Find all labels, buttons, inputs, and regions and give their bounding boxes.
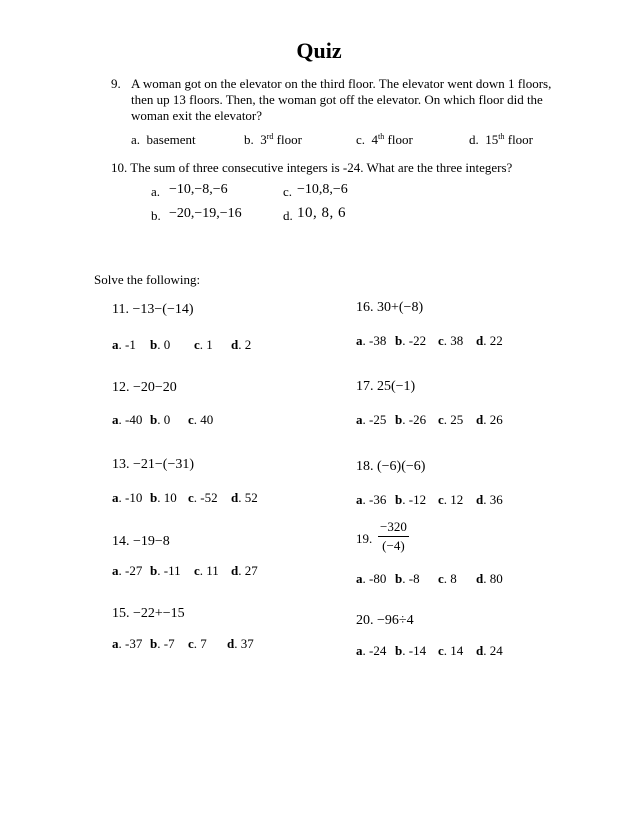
choice-b[interactable]: b. -14: [395, 643, 427, 658]
denominator: (−4): [382, 538, 405, 553]
problem-expression: 17. 25(−1): [356, 379, 416, 394]
fraction: [378, 519, 409, 554]
problem-expression: 20. −96÷4: [356, 613, 414, 628]
choice-a[interactable]: a. -40: [112, 412, 143, 427]
page-title: Quiz: [296, 38, 342, 63]
choice-c[interactable]: c. 7: [188, 636, 207, 651]
choice-c[interactable]: c. 14: [438, 643, 464, 658]
choice-c[interactable]: c. 1: [194, 337, 213, 352]
choice-b[interactable]: b. -11: [150, 563, 181, 578]
choice-b[interactable]: b. 0: [150, 337, 171, 352]
choice-b[interactable]: b. -26: [395, 412, 427, 427]
section-heading: Solve the following:: [94, 272, 201, 287]
choice-d[interactable]: d. 22: [476, 333, 503, 348]
choice-c[interactable]: c. 40: [188, 412, 214, 427]
choice-a[interactable]: a. -1: [112, 337, 136, 352]
choice-b-value[interactable]: −20,−19,−16: [169, 206, 242, 221]
choice-b[interactable]: b. -8: [395, 571, 420, 586]
choice-c-value[interactable]: −10,8,−6: [297, 182, 348, 197]
problem-label: 19.: [356, 531, 373, 546]
choice-d-value[interactable]: 10, 8, 6: [297, 205, 346, 221]
problem-expression: 16. 30+(−8): [356, 300, 424, 315]
choice-b[interactable]: b. -22: [395, 333, 427, 348]
choice-d[interactable]: d. 26: [476, 412, 503, 427]
choice-d[interactable]: d. 27: [231, 563, 258, 578]
choice-d[interactable]: d. 2: [231, 337, 252, 352]
choice-a-value[interactable]: −10,−8,−6: [169, 182, 228, 197]
choice-c-letter: c.: [283, 184, 293, 199]
choice-b[interactable]: b. -12: [395, 492, 427, 507]
choice-b[interactable]: b. 10: [150, 490, 177, 505]
problem-expression: 12. −20−20: [112, 380, 177, 395]
choice-a[interactable]: a. -27: [112, 563, 143, 578]
choice-c[interactable]: c. 12: [438, 492, 464, 507]
choice-c[interactable]: c. 38: [438, 333, 464, 348]
choice-a[interactable]: a. -24: [356, 643, 387, 658]
question-text-line: then up 13 floors. Then, the woman got off the elevator. On which floor did the: [131, 92, 543, 107]
choice-c[interactable]: c. -52: [188, 490, 218, 505]
choice-c[interactable]: c. 11: [194, 563, 219, 578]
choice-d[interactable]: d. 24: [476, 643, 503, 658]
choice-d[interactable]: d. 15th floor: [469, 132, 534, 147]
problem-expression: 13. −21−(−31): [112, 457, 195, 472]
question-text: 10. The sum of three consecutive integers is -24. What are the three integers?: [111, 160, 513, 175]
problem-expression: 11. −13−(−14): [112, 302, 194, 317]
question-text-line: A woman got on the elevator on the third floor. The elevator went down 1 floors,: [131, 76, 552, 91]
choice-d[interactable]: d. 52: [231, 490, 258, 505]
problem-expression: 14. −19−8: [112, 534, 170, 549]
choice-b[interactable]: b. 3rd floor: [244, 132, 302, 147]
choice-d[interactable]: d. 37: [227, 636, 254, 651]
question-text-line: woman exit the elevator?: [131, 108, 263, 123]
choice-a[interactable]: a. basement: [131, 132, 196, 147]
answer-choices: [112, 337, 136, 353]
choice-a[interactable]: a. -36: [356, 492, 387, 507]
choice-a[interactable]: a. -80: [356, 571, 387, 586]
choice-a[interactable]: a. -25: [356, 412, 387, 427]
choice-d[interactable]: d. 36: [476, 492, 503, 507]
choice-c[interactable]: c. 4th floor: [356, 132, 413, 147]
choice-c[interactable]: c. 8: [438, 571, 457, 586]
problem-expression: 18. (−6)(−6): [356, 459, 426, 474]
choice-b[interactable]: b. -7: [150, 636, 175, 651]
choice-a[interactable]: a. -37: [112, 636, 143, 651]
choice-a[interactable]: a. -38: [356, 333, 387, 348]
choice-a[interactable]: a. -10: [112, 490, 143, 505]
choice-a-letter: a.: [151, 184, 161, 199]
numerator: −320: [378, 519, 409, 537]
choice-c[interactable]: c. 25: [438, 412, 464, 427]
choice-d[interactable]: d. 80: [476, 571, 503, 586]
choice-d-letter: d.: [283, 208, 293, 223]
choice-b-letter: b.: [151, 208, 161, 223]
question-number: 9.: [111, 76, 121, 91]
choice-b[interactable]: b. 0: [150, 412, 171, 427]
problem-expression: 15. −22+−15: [112, 606, 185, 621]
